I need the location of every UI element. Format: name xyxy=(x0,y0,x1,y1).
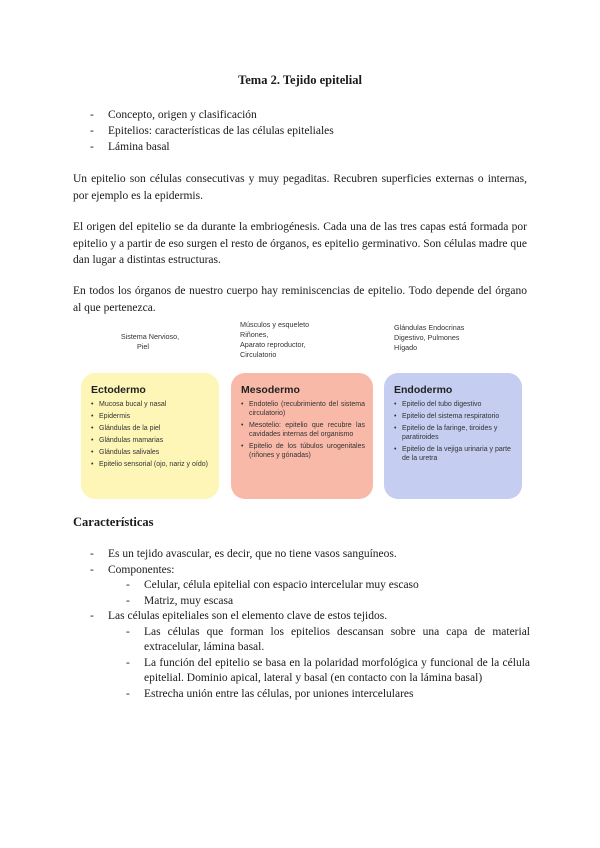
caption-ectodermo xyxy=(110,332,190,352)
list-item: • Glándulas mamarias xyxy=(91,436,211,445)
list-item: • Endotelio (recubrimiento del sistema circulatorio) xyxy=(241,400,365,418)
list-item: • Mesotelio: epitelio que recubre las cavidades internas del organismo xyxy=(241,421,365,439)
list-item: - Componentes: xyxy=(90,563,530,579)
mesodermo-list xyxy=(241,400,365,460)
section-title-caracteristicas: Características xyxy=(73,515,154,529)
caption-line: Músculos y esqueleto xyxy=(240,320,310,329)
list-item: • Epitelio sensorial (ojo, nariz y oído) xyxy=(91,460,211,469)
caption-line: Glándulas Endocrinas xyxy=(394,323,465,332)
ectodermo-heading: Ectodermo xyxy=(91,384,146,396)
caption-line: Riñones, xyxy=(240,330,269,339)
endodermo-heading: Endodermo xyxy=(394,384,453,396)
list-item: • Epidermis xyxy=(91,412,211,421)
ectodermo-box xyxy=(81,373,219,499)
document-title: Tema 2. Tejido epitelial xyxy=(238,73,362,87)
caracteristicas-list xyxy=(90,547,530,702)
paragraph-organs: En todos los órganos de nuestro cuerpo hay reminiscencias de epitelio. Todo depende del órgano al que pertenezca. xyxy=(73,285,527,314)
ectodermo-list xyxy=(91,400,211,469)
caption-endodermo xyxy=(394,323,464,353)
list-item: - Concepto, origen y clasificación xyxy=(90,107,334,123)
caption-line: Aparato reproductor, xyxy=(240,340,306,349)
sub-list-item: - La función del epitelio se basa en la polaridad morfológica y funcional de la célula epitelial. Dominio apical, lateral y basal (en contacto con la lámina basal) xyxy=(90,656,530,687)
caption-line: Sistema Nervioso, xyxy=(120,332,180,341)
endodermo-list xyxy=(394,400,514,463)
caption-line: Piel xyxy=(137,342,149,351)
sub-list-item: - Las células que forman los epitelios descansan sobre una capa de material extracelular, lámina basal. xyxy=(90,625,530,656)
list-item: - Las células epiteliales son el elemento clave de estos tejidos. xyxy=(90,609,530,625)
paragraph-origin: El origen del epitelio se da durante la embriogénesis. Cada una de las tres capas está formada por epitelio y a partir de eso surgen el resto de órganos, es epitelio germinativo. Son células madre que dan lugar a distintas estructuras. xyxy=(73,221,528,266)
sub-list-item: - Matriz, muy escasa xyxy=(90,594,530,610)
list-item: • Epitelio de la faringe, tiroides y paratiroides xyxy=(394,424,514,442)
mesodermo-heading: Mesodermo xyxy=(241,384,300,396)
list-item: • Epitelio del sistema respiratorio xyxy=(394,412,514,421)
list-item: - Epitelios: características de las células epiteliales xyxy=(90,123,334,139)
caption-line: Circulatorio xyxy=(240,350,277,359)
sub-list-item: - Celular, célula epitelial con espacio intercelular muy escaso xyxy=(90,578,530,594)
topics-list xyxy=(90,107,334,155)
caption-line: Hígado xyxy=(394,343,418,352)
list-item: • Epitelio de la vejiga urinaria y parte de la uretra xyxy=(394,445,514,463)
list-item: • Glándulas de la piel xyxy=(91,424,211,433)
caption-line: Digestivo, Pulmones xyxy=(394,333,460,342)
paragraph-definition: Un epitelio son células consecutivas y muy pegaditas. Recubren superficies externas o internas, por ejemplo es la epidermis. xyxy=(73,173,527,202)
list-item: • Mucosa bucal y nasal xyxy=(91,400,211,409)
mesodermo-box xyxy=(231,373,373,499)
endodermo-box xyxy=(384,373,522,499)
list-item: • Glándulas salivales xyxy=(91,448,211,457)
sub-list-item: - Estrecha unión entre las células, por uniones intercelulares xyxy=(90,687,530,703)
list-item: • Epitelio del tubo digestivo xyxy=(394,400,514,409)
caption-mesodermo xyxy=(240,320,309,360)
list-item: - Lámina basal xyxy=(90,139,334,155)
list-item: • Epitelio de los túbulos urogenitales (riñones y gónadas) xyxy=(241,442,365,460)
list-item: - Es un tejido avascular, es decir, que no tiene vasos sanguíneos. xyxy=(90,547,530,563)
